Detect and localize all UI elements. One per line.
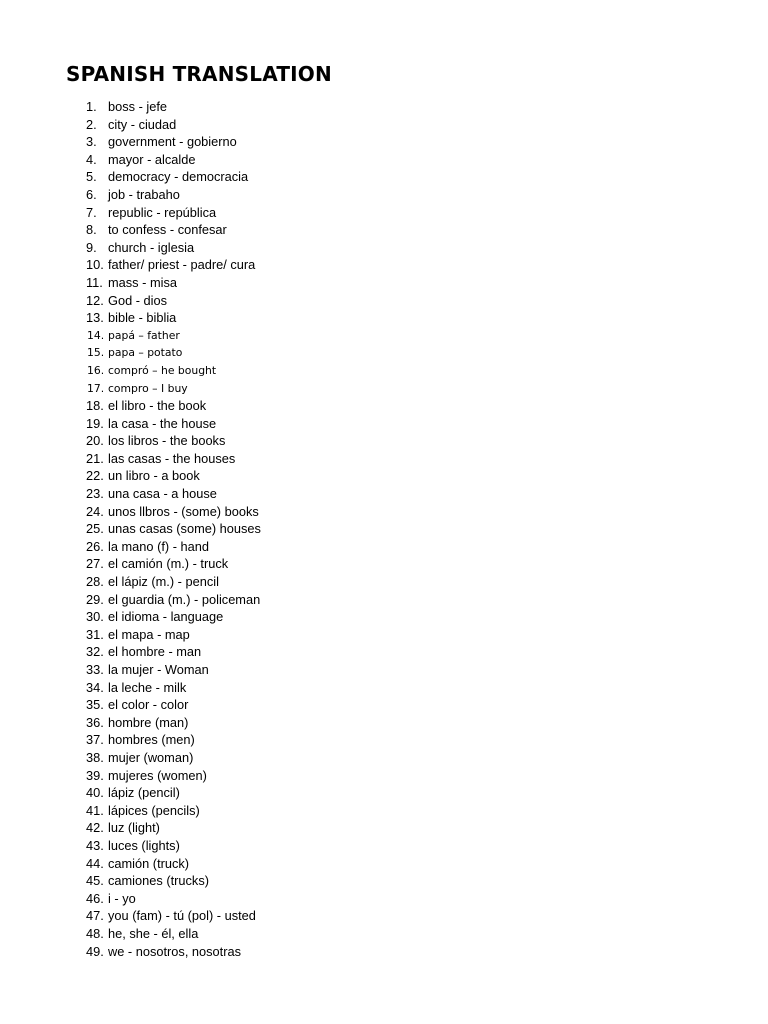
item-number: 1. [86, 99, 97, 114]
page-title: SPANISH TRANSLATION [66, 62, 332, 86]
item-number: 2. [86, 116, 97, 132]
item-text: camiones (trucks) [108, 873, 209, 889]
item-number: 17. [87, 381, 105, 395]
item-text: papa – potato [108, 346, 183, 360]
item-text: you (fam) - tú (pol) - usted [108, 908, 256, 924]
item-text: el hombre - man [108, 644, 202, 660]
item-number: 12. [86, 292, 104, 308]
item-number: 31. [86, 626, 104, 642]
item-text: church - iglesia [108, 239, 195, 255]
item-text: compró – he bought [108, 363, 217, 377]
item-number: 13. [86, 310, 104, 326]
item-number: 11. [86, 274, 103, 290]
item-text: las casas - the houses [108, 450, 236, 466]
item-text: democracy - democracia [108, 169, 249, 185]
item-number: 42. [86, 820, 104, 836]
item-number: 14. [87, 328, 105, 342]
item-number: 25. [86, 521, 104, 537]
item-number: 16. [87, 363, 105, 377]
item-number: 10. [86, 257, 104, 273]
item-number: 24. [86, 503, 104, 519]
item-number: 34. [86, 679, 104, 695]
item-number: 9. [86, 239, 97, 255]
item-number: 15. [87, 346, 105, 360]
item-text: hombres (men) [108, 732, 195, 748]
item-number: 20. [86, 433, 104, 449]
item-number: 8. [86, 222, 97, 238]
item-number: 21. [86, 450, 104, 466]
item-number: 26. [86, 538, 104, 554]
item-number: 45. [86, 873, 104, 889]
item-number: 40. [86, 785, 104, 801]
item-text: mayor - alcalde [108, 151, 196, 167]
item-number: 49. [86, 943, 104, 959]
item-text: luz (light) [108, 820, 160, 836]
item-number: 5. [86, 169, 97, 185]
item-number: 38. [86, 749, 104, 765]
item-text: bible - biblia [108, 310, 177, 326]
item-number: 43. [86, 837, 104, 853]
item-text: el lápiz (m.) - pencil [108, 574, 219, 590]
item-text: los libros - the books [108, 433, 226, 449]
item-text: el mapa - map [108, 626, 190, 642]
item-text: el color - color [108, 697, 189, 713]
item-text: unos llbros - (some) books [108, 503, 259, 519]
item-text: el guardia (m.) - policeman [108, 591, 261, 607]
item-text: papá – father [108, 328, 180, 342]
item-number: 35. [86, 697, 104, 713]
item-number: 6. [86, 186, 97, 202]
item-text: hombre (man) [108, 714, 189, 730]
item-text: la mano (f) - hand [108, 538, 210, 554]
item-text: job - trabaho [108, 186, 180, 202]
item-number: 4. [86, 151, 97, 167]
item-text: el libro - the book [108, 398, 207, 414]
item-text: lápiz (pencil) [108, 785, 180, 801]
item-text: mass - misa [108, 274, 177, 290]
item-text: camión (truck) [108, 855, 190, 871]
item-text: lápices (pencils) [108, 802, 200, 818]
item-number: 41. [86, 802, 104, 818]
item-text: la mujer - Woman [108, 662, 209, 677]
item-number: 30. [86, 609, 104, 625]
item-number: 28. [86, 574, 104, 590]
item-text: boss - jefe [108, 99, 168, 114]
item-number: 18. [86, 398, 104, 414]
item-text: to confess - confesar [108, 222, 227, 238]
item-number: 33. [86, 662, 104, 677]
item-number: 39. [86, 767, 104, 783]
item-number: 47. [86, 908, 104, 924]
item-number: 19. [86, 415, 104, 431]
item-text: luces (lights) [108, 837, 180, 853]
item-number: 36. [86, 714, 104, 730]
item-number: 7. [86, 204, 97, 220]
item-text: we - nosotros, nosotras [108, 943, 242, 959]
item-text: mujeres (women) [108, 767, 207, 783]
item-number: 37. [86, 732, 104, 748]
item-number: 44. [86, 855, 104, 871]
item-text: republic - república [108, 204, 217, 220]
item-number: 29. [86, 591, 104, 607]
item-text: compro – I buy [108, 381, 188, 395]
item-text: God - dios [108, 292, 168, 308]
item-text: government - gobierno [108, 134, 237, 150]
item-number: 23. [86, 486, 104, 502]
item-number: 48. [86, 925, 104, 941]
item-text: la leche - milk [108, 679, 187, 695]
item-text: la casa - the house [108, 415, 217, 431]
item-text: unas casas (some) houses [108, 521, 261, 537]
item-number: 22. [86, 468, 104, 484]
item-text: city - ciudad [108, 116, 177, 132]
item-text: father/ priest - padre/ cura [108, 257, 256, 273]
item-text: i - yo [108, 890, 136, 906]
item-number: 32. [86, 644, 104, 660]
item-text: una casa - a house [108, 486, 217, 502]
item-text: el camión (m.) - truck [108, 556, 229, 572]
item-text: mujer (woman) [108, 749, 194, 765]
item-number: 3. [86, 134, 97, 150]
item-text: un libro - a book [108, 468, 200, 484]
item-text: he, she - él, ella [108, 925, 199, 941]
item-text: el idioma - language [108, 609, 224, 625]
item-number: 46. [86, 890, 104, 906]
item-number: 27. [86, 556, 104, 572]
